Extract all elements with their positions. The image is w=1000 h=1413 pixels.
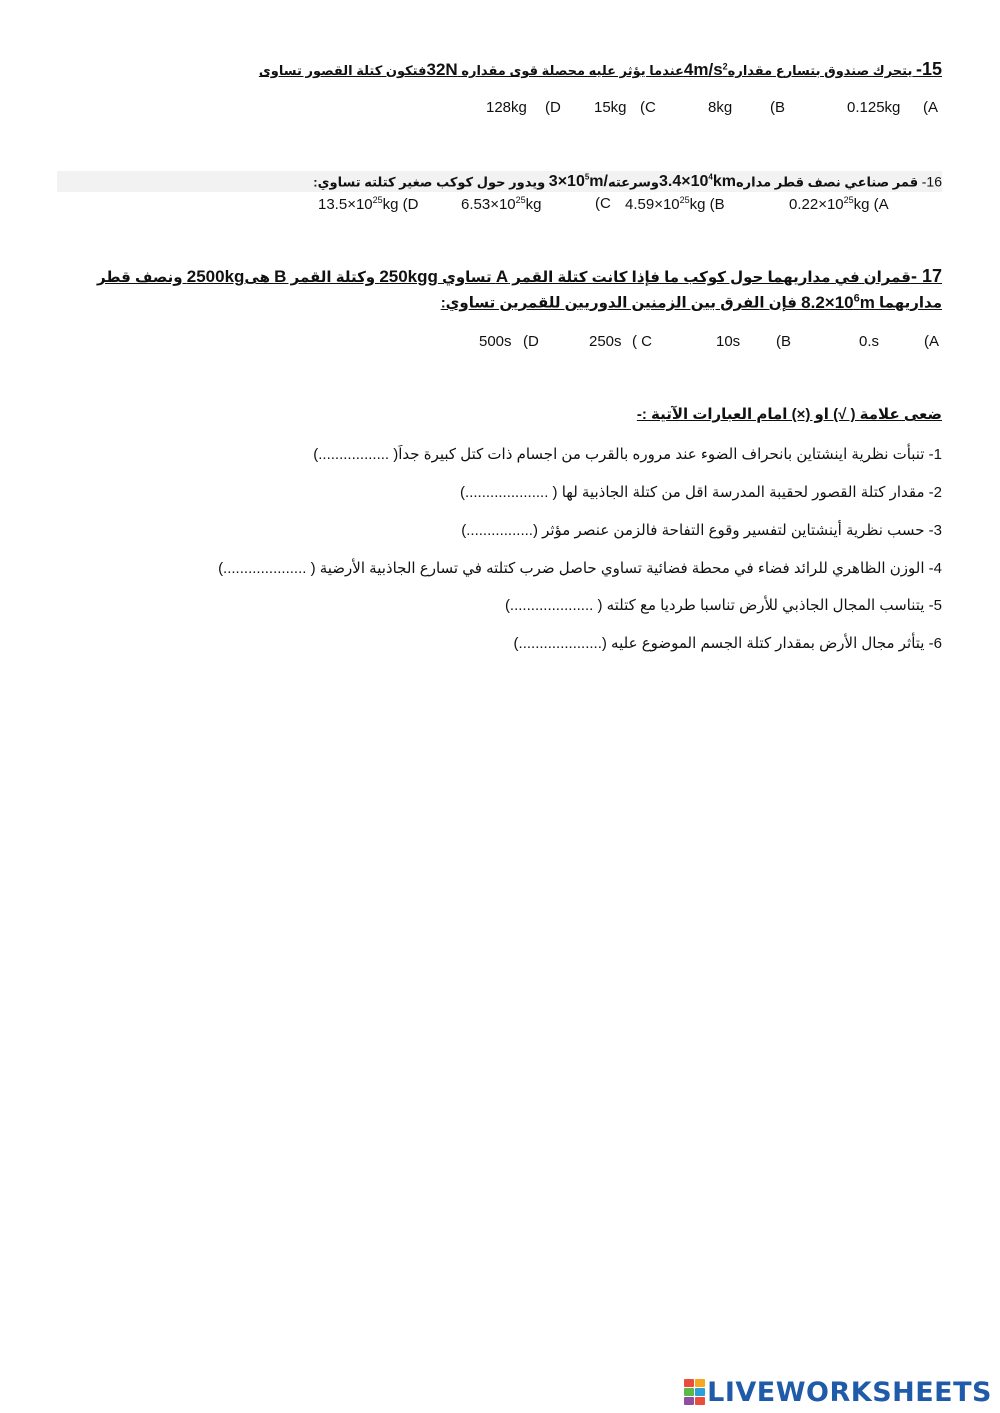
- question-17-options: [475, 333, 945, 355]
- statement-6: 6- يتأثر مجال الأرض بمقدار كتلة الجسم الموضوع عليه (....................): [513, 635, 942, 652]
- statement-5: 5- يتناسب المجال الجاذبي للأرض تناسبا طرديا مع كتلته ( ....................): [504, 597, 942, 614]
- question-17-stem-line-2: مداريهما $8.2\times 10^6m$ فإن الفرق بين الزمنين الدوريين للقمرين تساوي:: [440, 292, 942, 312]
- statement-4: 4- الوزن الظاهري للرائد فضاء في محطة فضائية تساوي حاصل ضرب كتلته في تسارع الجاذبية الأرضية ( ....................): [218, 560, 942, 577]
- logo-text: LIVEWORKSHEETS: [707, 1376, 992, 1408]
- option-b-value: 8kg: [708, 99, 733, 116]
- option-b-letter: (B: [770, 99, 785, 116]
- option-d-letter: (D: [523, 333, 539, 350]
- option-a-value: 0.s: [859, 333, 880, 350]
- question-15-number: 15-: [915, 59, 942, 79]
- logo-cell: [695, 1397, 705, 1405]
- option-c-value: 15kg: [594, 99, 627, 116]
- question-16-number: 16-: [921, 173, 942, 190]
- option-a-value: 0.125kg: [847, 99, 901, 116]
- option-c-letter: ( C: [632, 333, 652, 350]
- option-d-letter: (D: [545, 99, 561, 116]
- option-c-letter: (C: [640, 99, 656, 116]
- option-a-letter: (A: [923, 99, 938, 116]
- option-d-value: 128kg: [486, 99, 527, 116]
- logo-cell: [684, 1379, 694, 1387]
- option-b-value: 10s: [716, 333, 741, 350]
- true-false-heading: ضعى علامة ( √) او (×) امام العبارات الآتية :-: [636, 406, 942, 423]
- option-a-letter: (A: [924, 333, 939, 350]
- logo-cell: [695, 1379, 705, 1387]
- option-c-letter: (C: [595, 195, 611, 212]
- question-17-number: 17 -: [910, 266, 942, 286]
- liveworksheets-grid-icon: [684, 1379, 705, 1405]
- logo-cell: [695, 1388, 705, 1396]
- option-c-value: $6.53\times 10^{25}kg$: [461, 195, 542, 213]
- question-16-stem: 16- قمر صناعي نصف قطر $مداره3.4\times 10^4kmوسرعته3\times 10^5m/$ ويدور حول كوكب صغير كتلته تساوي:: [313, 173, 942, 191]
- statement-2: 2- مقدار كتلة القصور لحقيبة المدرسة اقل من كتلة الجاذبية لها ( ....................): [460, 484, 942, 501]
- option-d: $13.5\times 10^{25}kg$ (D: [318, 195, 419, 213]
- question-16-options: [310, 195, 950, 217]
- question-17-stem-line-1: 17 -قمران في مداريهما حول كوكب ما فإذا كانت كتلة القمر A تساوي 250kgg وكتلة القمر B هى2500kg ونصف قطر: [97, 266, 942, 286]
- option-b: $4.59\times 10^{25}kg$ (B: [625, 195, 725, 213]
- option-b-letter: (B: [776, 333, 791, 350]
- option-d-value: 500s: [479, 333, 512, 350]
- option-c-value: 250s: [589, 333, 622, 350]
- statement-1: 1- تنبأت نظرية اينشتاين بانحراف الضوء عند مروره بالقرب من اجسام ذات كتل كبيرة جداَ( .................): [313, 446, 942, 463]
- logo-cell: [684, 1388, 694, 1396]
- question-15-stem: 15- يتحرك صندوق بتسارع مقداره$^2$4m/sعندما يؤثر عليه محصلة قوى مقداره 32Nفتكون كتلة القصور تساوى: [258, 59, 942, 79]
- question-15-options: [480, 99, 945, 121]
- statement-3: 3- حسب نظرية أينشتاين لتفسير وقوع التفاحة فالزمن عنصر مؤثر (................): [461, 522, 942, 539]
- logo-cell: [684, 1397, 694, 1405]
- option-a: $0.22\times 10^{25}kg$ (A: [789, 195, 889, 213]
- liveworksheets-logo[interactable]: [684, 1377, 992, 1407]
